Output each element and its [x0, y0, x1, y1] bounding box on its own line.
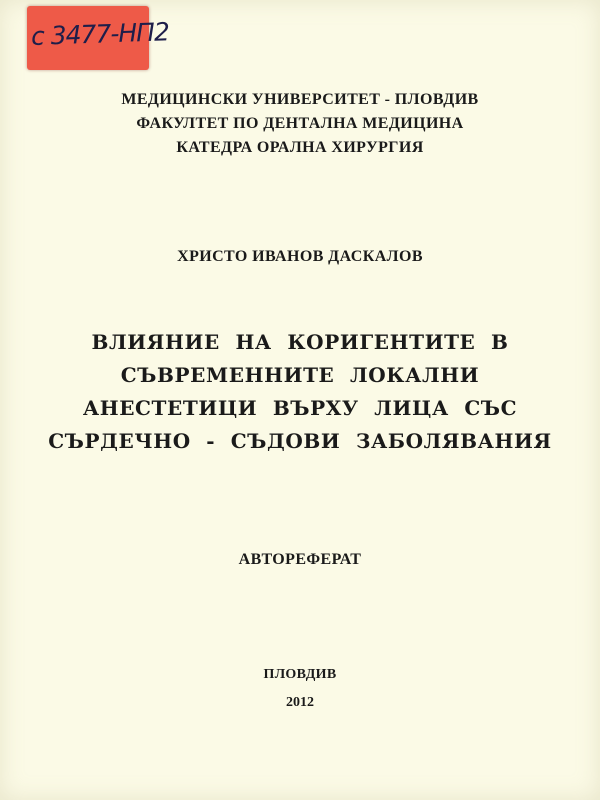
- author-name: ХРИСТО ИВАНОВ ДАСКАЛОВ: [177, 248, 423, 265]
- title-line-3: АНЕСТЕТИЦИ ВЪРХУ ЛИЦА СЪС: [82, 396, 518, 420]
- library-label-sticker: [27, 6, 170, 70]
- title-line-1: ВЛИЯНИЕ НА КОРИГЕНТИТЕ В: [91, 330, 509, 354]
- university-name: МЕДИЦИНСКИ УНИВЕРСИТЕТ - ПЛОВДИВ: [121, 91, 479, 108]
- faculty-name: ФАКУЛТЕТ ПО ДЕНТАЛНА МЕДИЦИНА: [136, 115, 464, 132]
- sticker-handwritten-code: с 3477-НП2: [30, 17, 170, 51]
- title-line-2: СЪВРЕМЕННИТЕ ЛОКАЛНИ: [120, 363, 480, 387]
- document-title: [0, 326, 600, 458]
- department-name: КАТЕДРА ОРАЛНА ХИРУРГИЯ: [176, 139, 424, 156]
- title-line-4: СЪРДЕЧНО - СЪДОВИ ЗАБОЛЯВАНИЯ: [48, 429, 552, 453]
- document-type: АВТОРЕФЕРАТ: [238, 551, 362, 568]
- publication-year: 2012: [286, 695, 314, 710]
- institution-header: [0, 88, 600, 160]
- publication-city: ПЛОВДИВ: [263, 667, 337, 682]
